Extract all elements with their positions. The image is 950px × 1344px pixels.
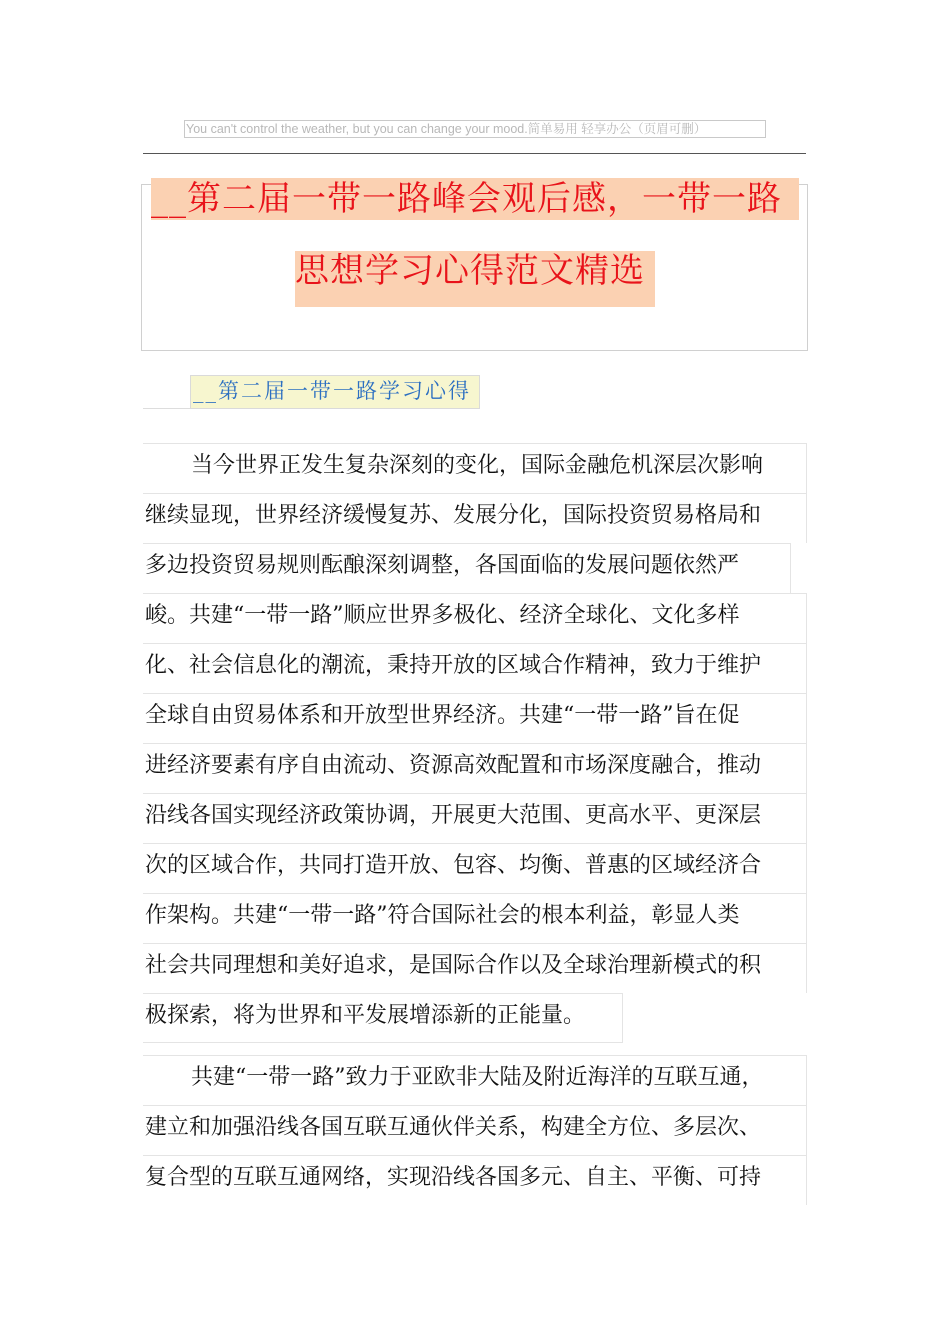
- paragraph-line: 极探索，将为世界和平发展增添新的正能量。: [143, 993, 623, 1043]
- paragraph-line: 作架构。共建“一带一路”符合国际社会的根本利益，彰显人类: [143, 893, 807, 943]
- paragraph-line: 继续显现，世界经济缓慢复苏、发展分化，国际投资贸易格局和: [143, 493, 807, 543]
- paragraph-line: 次的区域合作，共同打造开放、包容、均衡、普惠的区域经济合: [143, 843, 807, 893]
- section-subtitle: __第二届一带一路学习心得: [190, 375, 480, 409]
- subtitle-rule: [143, 408, 191, 409]
- paragraph-line: 复合型的互联互通网络，实现沿线各国多元、自主、平衡、可持: [143, 1155, 807, 1205]
- document-title-line-1: __第二届一带一路峰会观后感，一带一路: [151, 178, 799, 220]
- paragraph-line: 共建“一带一路”致力于亚欧非大陆及附近海洋的互联互通，: [143, 1055, 807, 1105]
- paragraph-line: 当今世界正发生复杂深刻的变化，国际金融危机深层次影响: [143, 443, 807, 493]
- header-note: You can't control the weather, but you can change your mood.简单易用 轻享办公（页眉可删）: [184, 120, 766, 138]
- paragraph-line: 全球自由贸易体系和开放型世界经济。共建“一带一路”旨在促: [143, 693, 807, 743]
- paragraph-2: [143, 1055, 807, 1205]
- header-divider: [143, 153, 806, 154]
- paragraph-line: 建立和加强沿线各国互联互通伙伴关系，构建全方位、多层次、: [143, 1105, 807, 1155]
- paragraph-line: 化、社会信息化的潮流，秉持开放的区域合作精神，致力于维护: [143, 643, 807, 693]
- document-title-line-2: 思想学习心得范文精选: [295, 251, 655, 307]
- paragraph-line: 沿线各国实现经济政策协调，开展更大范围、更高水平、更深层: [143, 793, 807, 843]
- paragraph-line: 多边投资贸易规则酝酿深刻调整，各国面临的发展问题依然严: [143, 543, 791, 593]
- paragraph-1: [143, 443, 807, 1043]
- paragraph-line: 社会共同理想和美好追求，是国际合作以及全球治理新模式的积: [143, 943, 807, 993]
- paragraph-line: 峻。共建“一带一路”顺应世界多极化、经济全球化、文化多样: [143, 593, 807, 643]
- paragraph-line: 进经济要素有序自由流动、资源高效配置和市场深度融合，推动: [143, 743, 807, 793]
